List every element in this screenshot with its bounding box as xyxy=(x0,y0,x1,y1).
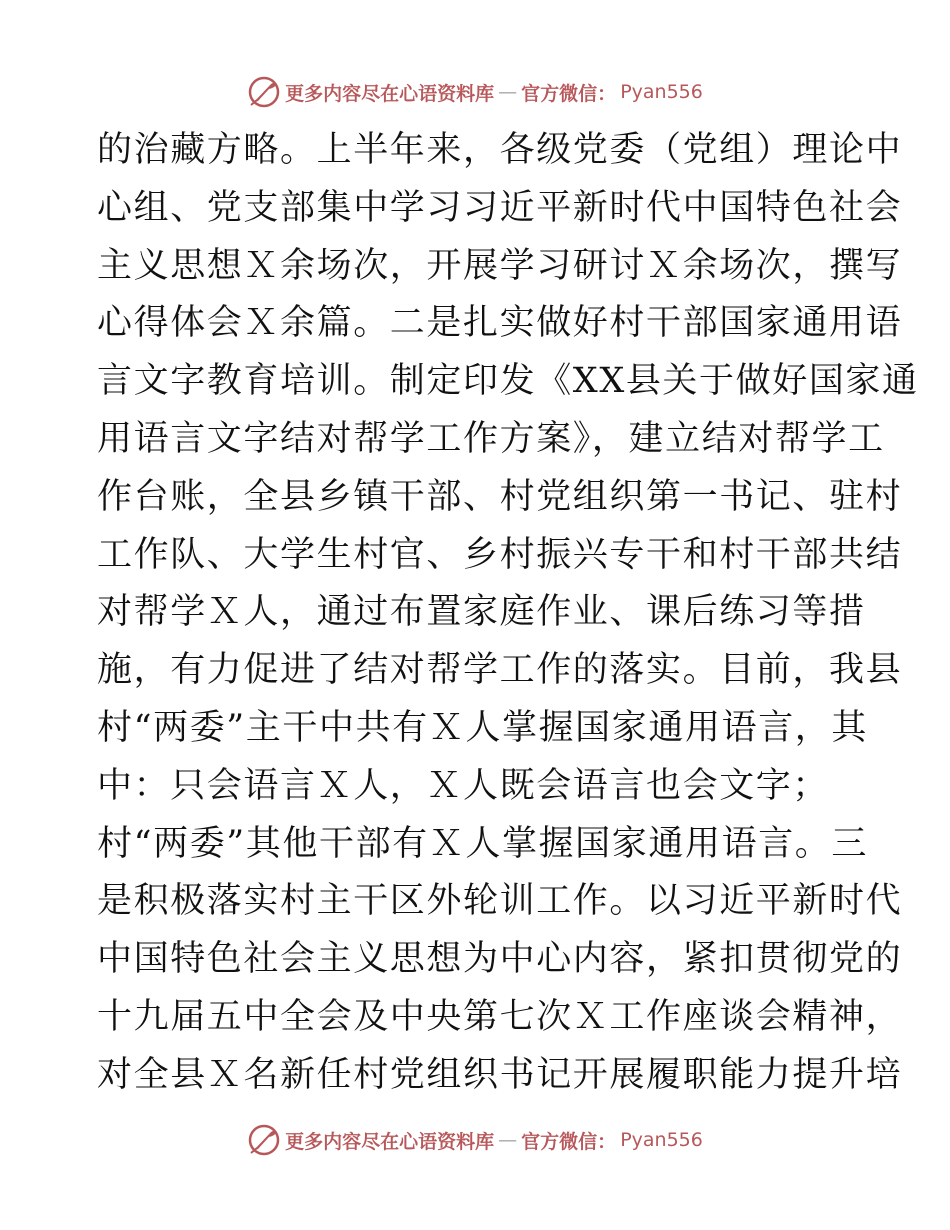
header-banner xyxy=(0,72,950,112)
body-line: 工作队、大学生村官、乡村振兴专干和村干部共结 xyxy=(97,534,903,575)
body-line: 是积极落实村主干区外轮训工作。以习近平新时代 xyxy=(97,881,903,922)
banner-wechat-id: Pyan556 xyxy=(620,1129,703,1151)
body-line: 主义思想Ｘ余场次，开展学习研讨Ｘ余场次，撰写 xyxy=(97,245,903,286)
body-line: 对全县Ｘ名新任村党组织书记开展履职能力提升培 xyxy=(97,1054,903,1095)
body-line: 心组、党支部集中学习习近平新时代中国特色社会 xyxy=(97,187,903,228)
body-line: 的治藏方略。上半年来，各级党委（党组）理论中 xyxy=(97,130,903,170)
body-line: 心得体会Ｘ余篇。二是扎实做好村干部国家通用语 xyxy=(97,303,903,344)
body-line: 用语言文字结对帮学工作方案》，建立结对帮学工 xyxy=(97,418,885,459)
body-line: 十九届五中全会及中央第七次Ｘ工作座谈会精神， xyxy=(97,996,903,1037)
body-line: 言文字教育培训。制定印发《XX县关于做好国家通 xyxy=(97,361,919,402)
body-line: 对帮学Ｘ人，通过布置家庭作业、课后练习等措 xyxy=(97,592,866,633)
body-line: 施，有力促进了结对帮学工作的落实。目前，我县 xyxy=(97,650,903,691)
banner-slogan: 更多内容尽在心语资料库 xyxy=(285,82,495,105)
document-body xyxy=(97,122,919,1105)
body-line: 中国特色社会主义思想为中心内容，紧扣贯彻党的 xyxy=(97,939,903,980)
body-line: 作台账，全县乡镇干部、村党组织第一书记、驻村 xyxy=(97,476,903,517)
body-line: 村“两委”其他干部有Ｘ人掌握国家通用语言。三 xyxy=(97,823,868,864)
banner-dash: — xyxy=(498,1129,518,1151)
quill-logo-icon xyxy=(247,1123,281,1157)
banner-dash: — xyxy=(498,81,518,103)
banner-slogan: 更多内容尽在心语资料库 xyxy=(285,1130,495,1153)
banner-wechat-label: 官方微信： xyxy=(521,82,617,105)
banner-wechat-id: Pyan556 xyxy=(620,81,703,103)
footer-banner xyxy=(0,1120,950,1160)
quill-logo-icon xyxy=(247,75,281,109)
banner-wechat-label: 官方微信： xyxy=(521,1130,617,1153)
body-line: 村“两委”主干中共有Ｘ人掌握国家通用语言，其 xyxy=(97,707,868,748)
body-line: 中：只会语言Ｘ人，Ｘ人既会语言也会文字； xyxy=(97,765,830,806)
